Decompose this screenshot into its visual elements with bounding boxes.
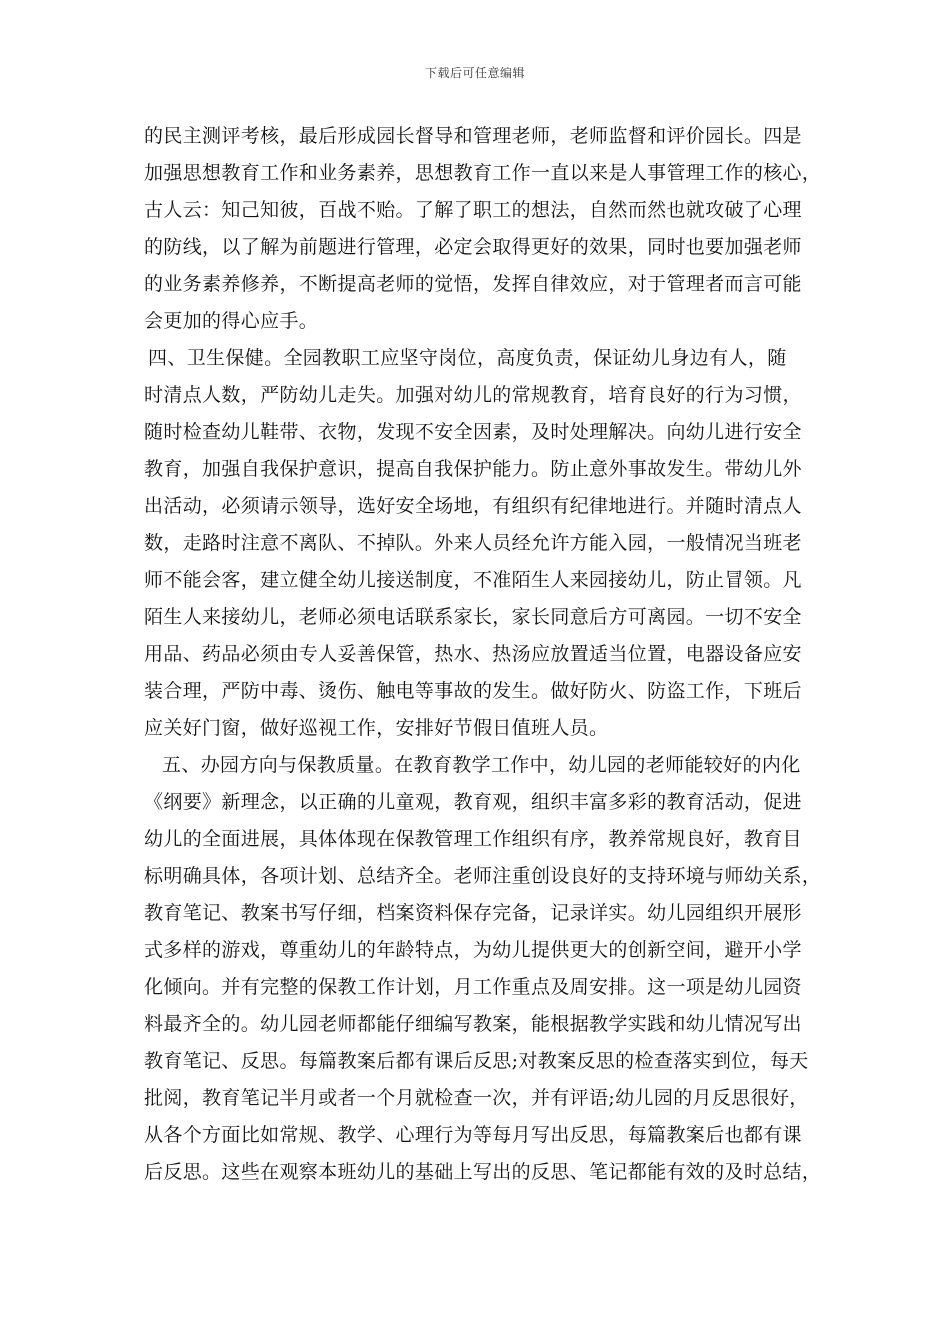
text-line: 的防线，以了解为前题进行管理，必定会取得更好的效果，同时也要加强老师	[144, 236, 802, 258]
text-line: 化倾向。并有完整的保教工作计划，月工作重点及周安排。这一项是幼儿园资	[144, 976, 802, 998]
text-line: 四、卫生保健。全园教职工应坚守岗位，高度负责，保证幼儿身边有人，随	[148, 347, 787, 369]
text-line: 陌生人来接幼儿，老师必须电话联系家长，家长同意后方可离园。一切不安全	[144, 606, 802, 628]
text-line: 应关好门窗，做好巡视工作，安排好节假日值班人员。	[144, 717, 609, 739]
text-line: 从各个方面比如常规、教学、心理行为等每月写出反思，每篇教案后也都有课	[144, 1124, 802, 1146]
text-line: 五、办园方向与保教质量。在教育教学工作中，幼儿园的老师能较好的内化	[162, 754, 801, 776]
text-line: 教育笔记、教案书写仔细，档案资料保存完备，记录详实。幼儿园组织开展形	[144, 902, 802, 924]
text-line: 出活动，必须请示领导，选好安全场地，有组织有纪律地进行。并随时清点人	[144, 495, 802, 517]
text-line: 《纲要》新理念，以正确的儿童观，教育观，组织丰富多彩的教育活动，促进	[144, 791, 802, 813]
text-line: 数，走路时注意不离队、不掉队。外来人员经允许方能入园，一般情况当班老	[144, 532, 802, 554]
document-body	[144, 118, 828, 1191]
text-line: 料最齐全的。幼儿园老师都能仔细编写教案，能根据教学实践和幼儿情况写出	[144, 1013, 802, 1035]
text-line: 师不能会客，建立健全幼儿接送制度，不准陌生人来园接幼儿，防止冒领。凡	[144, 569, 802, 591]
text-line: 教育笔记、反思。每篇教案后都有课后反思;对教案反思的检查落实到位，每天	[144, 1050, 809, 1072]
text-line: 装合理，严防中毒、烫伤、触电等事故的发生。做好防火、防盗工作，下班后	[144, 680, 802, 702]
text-line: 随时检查幼儿鞋带、衣物，发现不安全因素，及时处理解决。向幼儿进行安全	[144, 421, 802, 443]
text-line: 的业务素养修养，不断提高老师的觉悟，发挥自律效应，对于管理者而言可能	[144, 273, 802, 295]
text-line: 加强思想教育工作和业务素养，思想教育工作一直以来是人事管理工作的核心，	[144, 162, 822, 184]
text-line: 标明确具体，各项计划、总结齐全。老师注重创设良好的支持环境与师幼关系，	[144, 865, 822, 887]
text-line: 式多样的游戏，尊重幼儿的年龄特点，为幼儿提供更大的创新空间，避开小学	[144, 939, 802, 961]
text-line: 会更加的得心应手。	[144, 310, 319, 332]
text-line: 的民主测评考核，最后形成园长督导和管理老师，老师监督和评价园长。四是	[144, 125, 802, 147]
text-line: 古人云：知己知彼，百战不贻。了解了职工的想法，自然而然也就攻破了心理	[144, 199, 802, 221]
text-line: 时清点人数，严防幼儿走失。加强对幼儿的常规教育，培育良好的行为习惯，	[144, 384, 802, 406]
text-line: 幼儿的全面进展，具体体现在保教管理工作组织有序，教养常规良好，教育目	[144, 828, 802, 850]
text-line: 教育，加强自我保护意识，提高自我保护能力。防止意外事故发生。带幼儿外	[144, 458, 802, 480]
page-header: 下载后可任意编辑	[424, 66, 525, 80]
text-line: 用品、药品必须由专人妥善保管，热水、热汤应放置适当位置，电器设备应安	[144, 643, 802, 665]
text-line: 批阅，教育笔记半月或者一个月就检查一次，并有评语;幼儿园的月反思很好，	[144, 1087, 809, 1109]
text-line: 后反思。这些在观察本班幼儿的基础上写出的反思、笔记都能有效的及时总结，	[144, 1161, 822, 1183]
